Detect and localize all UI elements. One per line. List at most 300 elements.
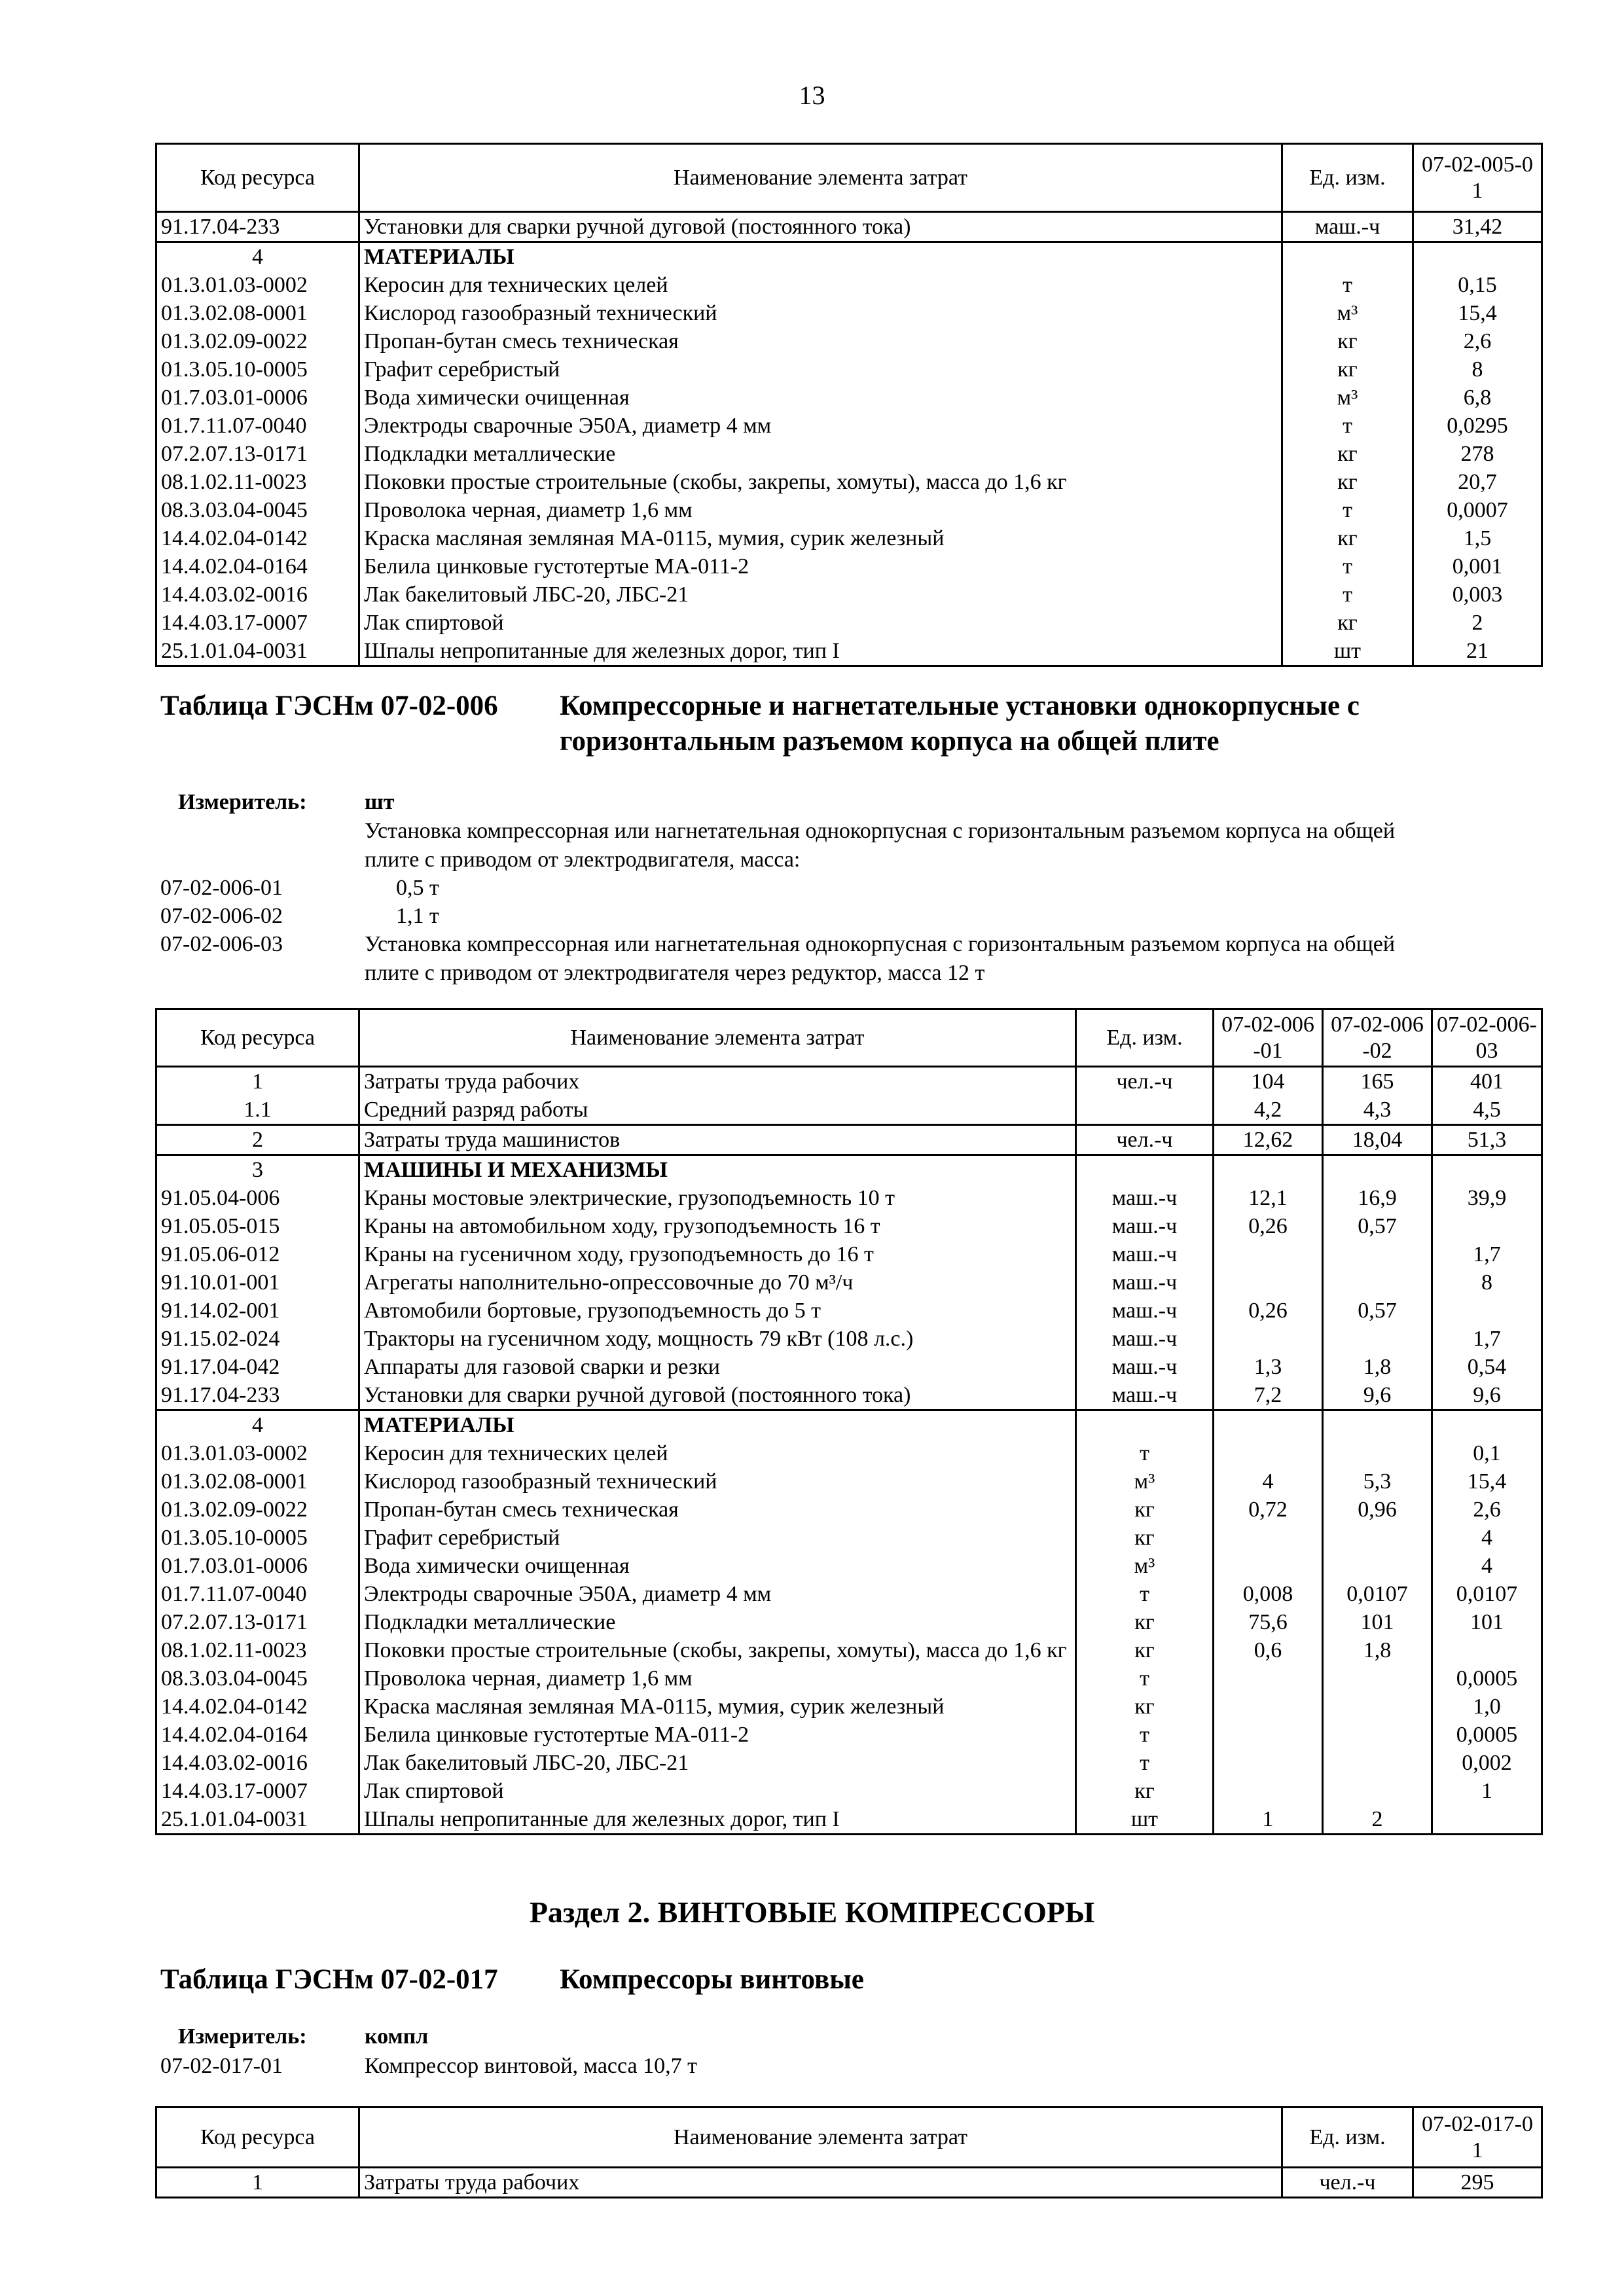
resource-value (1214, 1240, 1323, 1268)
resource-value (1323, 1524, 1432, 1552)
resource-unit: маш.-ч (1076, 1353, 1214, 1381)
item-code-2: 07-02-006-02 (160, 904, 283, 928)
table-row (156, 1212, 1542, 1240)
resource-unit: кг (1282, 355, 1413, 384)
resource-value (1323, 1693, 1432, 1721)
resource-value: 0,57 (1323, 1297, 1432, 1325)
table-caption-07-02-017 (160, 1962, 498, 1998)
resource-unit: т (1076, 1580, 1214, 1608)
table-row (156, 2168, 1542, 2198)
resource-code: 01.7.03.01-0006 (156, 1552, 359, 1580)
resource-value (1323, 1325, 1432, 1353)
resource-name: Установки для сварки ручной дуговой (постоянного тока) (359, 212, 1282, 242)
resource-value: 9,6 (1432, 1381, 1542, 1410)
resource-code: 01.7.03.01-0006 (156, 384, 359, 412)
resource-value (1413, 242, 1542, 272)
table-row (156, 327, 1542, 355)
resource-value: 0,0005 (1432, 1664, 1542, 1693)
resource-value: 1 (1214, 1805, 1323, 1835)
resource-code: 08.1.02.11-0023 (156, 468, 359, 496)
resource-value: 165 (1323, 1067, 1432, 1096)
measure-label: Измеритель: (178, 790, 307, 814)
resource-code: 91.05.05-015 (156, 1212, 359, 1240)
resource-value: 1,5 (1413, 524, 1542, 552)
resource-value: 295 (1413, 2168, 1542, 2198)
resource-value: 2,6 (1432, 1496, 1542, 1524)
resource-name: Краны на автомобильном ходу, грузоподъемность 16 т (359, 1212, 1076, 1240)
resource-code: 14.4.03.02-0016 (156, 1749, 359, 1777)
table-row (156, 1664, 1542, 1693)
resource-code: 91.15.02-024 (156, 1325, 359, 1353)
header-col-006-01: 07-02-006-01 (1214, 1009, 1323, 1067)
resource-code: 08.3.03.04-0045 (156, 496, 359, 524)
resource-unit: м³ (1076, 1552, 1214, 1580)
resource-name: Керосин для технических целей (359, 1439, 1076, 1467)
resource-value: 0,6 (1214, 1636, 1323, 1664)
resource-name: Пропан-бутан смесь техническая (359, 327, 1282, 355)
resource-unit: кг (1282, 524, 1413, 552)
table-row (156, 496, 1542, 524)
resource-unit: т (1076, 1721, 1214, 1749)
item-code-3: 07-02-006-03 (160, 932, 283, 956)
resource-value: 20,7 (1413, 468, 1542, 496)
resource-code: 01.3.01.03-0002 (156, 1439, 359, 1467)
resource-name: Электроды сварочные Э50А, диаметр 4 мм (359, 412, 1282, 440)
resource-name: Графит серебристый (359, 1524, 1076, 1552)
resource-value: 0,008 (1214, 1580, 1323, 1608)
resource-value: 8 (1413, 355, 1542, 384)
resource-value: 51,3 (1432, 1125, 1542, 1155)
resource-value: 401 (1432, 1067, 1542, 1096)
table-row (156, 1297, 1542, 1325)
resource-value: 12,1 (1214, 1184, 1323, 1212)
resource-value: 0,26 (1214, 1297, 1323, 1325)
resource-unit (1076, 1155, 1214, 1185)
resource-value (1323, 1410, 1432, 1440)
resource-value: 15,4 (1413, 299, 1542, 327)
resource-name: Лак бакелитовый ЛБС-20, ЛБС-21 (359, 581, 1282, 609)
resource-value: 0,0107 (1432, 1580, 1542, 1608)
resource-unit: маш.-ч (1076, 1297, 1214, 1325)
resource-value (1214, 1664, 1323, 1693)
resource-unit: маш.-ч (1076, 1184, 1214, 1212)
resource-code: 01.3.05.10-0005 (156, 1524, 359, 1552)
resource-code: 91.17.04-233 (156, 1381, 359, 1410)
table-row (156, 1325, 1542, 1353)
resource-value: 15,4 (1432, 1467, 1542, 1496)
resource-code: 01.3.02.09-0022 (156, 327, 359, 355)
resource-name: Белила цинковые густотертые МА-011-2 (359, 1721, 1076, 1749)
resource-value: 0,0007 (1413, 496, 1542, 524)
resource-value: 6,8 (1413, 384, 1542, 412)
resource-name: Затраты труда рабочих (359, 1067, 1076, 1096)
resource-unit: маш.-ч (1076, 1325, 1214, 1353)
table-row (156, 1268, 1542, 1297)
resource-value: 0,0295 (1413, 412, 1542, 440)
resource-value: 0,26 (1214, 1212, 1323, 1240)
header-code: Код ресурса (156, 144, 359, 212)
resource-name: Проволока черная, диаметр 1,6 мм (359, 496, 1282, 524)
resource-code: 01.7.11.07-0040 (156, 1580, 359, 1608)
resource-name: Лак спиртовой (359, 609, 1282, 637)
resource-unit: маш.-ч (1282, 212, 1413, 242)
resource-unit: кг (1076, 1777, 1214, 1805)
table-row (156, 1240, 1542, 1268)
resource-value: 12,62 (1214, 1125, 1323, 1155)
resource-unit: маш.-ч (1076, 1381, 1214, 1410)
item-text-2: 1,1 т (396, 904, 439, 928)
resource-value (1432, 1636, 1542, 1664)
table-row (156, 1693, 1542, 1721)
resource-unit: т (1282, 581, 1413, 609)
resource-code: 91.05.04-006 (156, 1184, 359, 1212)
resource-name: Средний разряд работы (359, 1096, 1076, 1125)
table-caption-title: Компрессоры винтовые (560, 1964, 864, 1995)
resource-code: 14.4.03.02-0016 (156, 581, 359, 609)
table-row (156, 1749, 1542, 1777)
resource-value: 278 (1413, 440, 1542, 468)
resource-unit: кг (1282, 440, 1413, 468)
resource-value: 4,3 (1323, 1096, 1432, 1125)
table-caption-line1: Компрессорные и нагнетательные установки однокорпусные с (560, 691, 1360, 721)
resource-unit: кг (1076, 1608, 1214, 1636)
resource-unit: чел.-ч (1076, 1125, 1214, 1155)
table-row (156, 1410, 1542, 1440)
resource-code: 2 (156, 1125, 359, 1155)
header-name: Наименование элемента затрат (359, 1009, 1076, 1067)
resource-value: 39,9 (1432, 1184, 1542, 1212)
resource-value (1323, 1664, 1432, 1693)
resource-name: Подкладки металлические (359, 1608, 1076, 1636)
resource-value: 1,0 (1432, 1693, 1542, 1721)
resource-name: Керосин для технических целей (359, 271, 1282, 299)
resource-value (1214, 1325, 1323, 1353)
resource-name: Графит серебристый (359, 355, 1282, 384)
resource-value: 4 (1214, 1467, 1323, 1496)
resource-name: Кислород газообразный технический (359, 299, 1282, 327)
resource-name: Краны на гусеничном ходу, грузоподъемность до 16 т (359, 1240, 1076, 1268)
table-caption-07-02-006 (160, 689, 498, 724)
resource-value: 1,8 (1323, 1353, 1432, 1381)
resource-name: Тракторы на гусеничном ходу, мощность 79 кВт (108 л.с.) (359, 1325, 1076, 1353)
resource-name: Установки для сварки ручной дуговой (постоянного тока) (359, 1381, 1076, 1410)
resource-unit: чел.-ч (1076, 1067, 1214, 1096)
resource-unit: маш.-ч (1076, 1268, 1214, 1297)
resource-value: 0,0005 (1432, 1721, 1542, 1749)
resource-value (1323, 1721, 1432, 1749)
resource-value: 4 (1432, 1524, 1542, 1552)
table-row (156, 468, 1542, 496)
table-caption-label: Таблица ГЭСНм 07-02-017 (160, 1964, 498, 1995)
table-row (156, 1552, 1542, 1580)
resource-value: 9,6 (1323, 1381, 1432, 1410)
resource-name: Краны мостовые электрические, грузоподъемность 10 т (359, 1184, 1076, 1212)
resource-value (1214, 1524, 1323, 1552)
description-1 (365, 817, 1395, 874)
table-row (156, 581, 1542, 609)
table-row (156, 242, 1542, 272)
resource-value (1323, 1268, 1432, 1297)
table-row (156, 1524, 1542, 1552)
table-row (156, 1155, 1542, 1185)
resource-value: 2 (1413, 609, 1542, 637)
resource-name: Краска масляная земляная МА-0115, мумия, сурик железный (359, 1693, 1076, 1721)
resource-unit (1076, 1410, 1214, 1440)
resource-name: Затраты труда рабочих (359, 2168, 1282, 2198)
resource-value: 101 (1323, 1608, 1432, 1636)
resource-value (1214, 1777, 1323, 1805)
resource-value (1432, 1155, 1542, 1185)
item-text-1: 0,5 т (396, 876, 439, 900)
item-text: Компрессор винтовой, масса 10,7 т (365, 2054, 697, 2078)
resource-unit: т (1282, 271, 1413, 299)
resource-value: 0,0107 (1323, 1580, 1432, 1608)
resource-unit: маш.-ч (1076, 1240, 1214, 1268)
resource-value (1323, 1439, 1432, 1467)
resource-code: 14.4.02.04-0164 (156, 1721, 359, 1749)
resource-code: 1 (156, 1067, 359, 1096)
table-row (156, 609, 1542, 637)
resource-value (1323, 1749, 1432, 1777)
resource-unit (1076, 1096, 1214, 1125)
resource-value (1214, 1439, 1323, 1467)
resource-code: 91.05.06-012 (156, 1240, 359, 1268)
header-col-006-03: 07-02-006-03 (1432, 1009, 1542, 1067)
resource-value: 7,2 (1214, 1381, 1323, 1410)
resource-value (1214, 1552, 1323, 1580)
description-2-line1: Установка компрессорная или нагнетательная однокорпусная с горизонтальным разъемом корпуса на общей (365, 932, 1396, 956)
table-row (156, 552, 1542, 581)
resource-value (1432, 1212, 1542, 1240)
resource-code: 01.3.01.03-0002 (156, 271, 359, 299)
resource-value (1214, 1410, 1323, 1440)
resource-value: 4,5 (1432, 1096, 1542, 1125)
resource-code: 14.4.02.04-0142 (156, 1693, 359, 1721)
header-col-005-01: 07-02-005-01 (1413, 144, 1542, 212)
header-name: Наименование элемента затрат (359, 2108, 1282, 2168)
table-row (156, 299, 1542, 327)
description-2 (365, 930, 1395, 988)
resource-table-07-02-005 (155, 143, 1543, 667)
table-row (156, 524, 1542, 552)
section-title: Раздел 2. ВИНТОВЫЕ КОМПРЕССОРЫ (529, 1895, 1095, 1929)
resource-value: 4 (1432, 1552, 1542, 1580)
measure-unit: шт (365, 790, 395, 814)
resource-name: Подкладки металлические (359, 440, 1282, 468)
resource-code: 07.2.07.13-0171 (156, 1608, 359, 1636)
table-row (156, 1353, 1542, 1381)
resource-name: Вода химически очищенная (359, 384, 1282, 412)
resource-value (1214, 1155, 1323, 1185)
resource-unit: м³ (1076, 1467, 1214, 1496)
resource-unit (1282, 242, 1413, 272)
resource-name: Агрегаты наполнительно-опрессовочные до 70 м³/ч (359, 1268, 1076, 1297)
resource-code: 1 (156, 2168, 359, 2198)
resource-code: 25.1.01.04-0031 (156, 637, 359, 666)
resource-value (1323, 1155, 1432, 1185)
table-row (156, 355, 1542, 384)
resource-name: Поковки простые строительные (скобы, закрепы, хомуты), масса до 1,6 кг (359, 468, 1282, 496)
header-code: Код ресурса (156, 2108, 359, 2168)
resource-value: 31,42 (1413, 212, 1542, 242)
table-row (156, 1184, 1542, 1212)
resource-value: 0,001 (1413, 552, 1542, 581)
resource-name: Кислород газообразный технический (359, 1467, 1076, 1496)
resource-code: 01.7.11.07-0040 (156, 412, 359, 440)
resource-unit: кг (1076, 1524, 1214, 1552)
description-2-line2: плите с приводом от электродвигателя через редуктор, масса 12 т (365, 961, 985, 985)
table-row (156, 1580, 1542, 1608)
table-caption-line2: горизонтальным разъемом корпуса на общей плите (560, 726, 1219, 757)
header-unit: Ед. изм. (1076, 1009, 1214, 1067)
resource-name: Краска масляная земляная МА-0115, мумия, сурик железный (359, 524, 1282, 552)
resource-unit: т (1076, 1664, 1214, 1693)
resource-value: 2,6 (1413, 327, 1542, 355)
resource-code: 14.4.03.17-0007 (156, 609, 359, 637)
resource-name: Затраты труда машинистов (359, 1125, 1076, 1155)
resource-code: 01.3.02.09-0022 (156, 1496, 359, 1524)
resource-unit: маш.-ч (1076, 1212, 1214, 1240)
resource-unit: кг (1076, 1496, 1214, 1524)
resource-value: 4,2 (1214, 1096, 1323, 1125)
resource-unit: кг (1076, 1636, 1214, 1664)
resource-value: 16,9 (1323, 1184, 1432, 1212)
resource-unit: кг (1282, 327, 1413, 355)
resource-value: 21 (1413, 637, 1542, 666)
resource-value: 8 (1432, 1268, 1542, 1297)
resource-name: Шпалы непропитанные для железных дорог, тип I (359, 1805, 1076, 1835)
resource-name: Пропан-бутан смесь техническая (359, 1496, 1076, 1524)
resource-code: 1.1 (156, 1096, 359, 1125)
header-col-006-02: 07-02-006-02 (1323, 1009, 1432, 1067)
table-row (156, 1096, 1542, 1125)
resource-value (1214, 1749, 1323, 1777)
header-unit: Ед. изм. (1282, 144, 1413, 212)
table-row (156, 1721, 1542, 1749)
table-row (156, 384, 1542, 412)
resource-value (1323, 1240, 1432, 1268)
resource-value: 0,54 (1432, 1353, 1542, 1381)
resource-value: 1,3 (1214, 1353, 1323, 1381)
table-row (156, 1636, 1542, 1664)
resource-code: 25.1.01.04-0031 (156, 1805, 359, 1835)
resource-name: МАШИНЫ И МЕХАНИЗМЫ (359, 1155, 1076, 1185)
resource-value: 2 (1323, 1805, 1432, 1835)
measure-label: Измеритель: (178, 2024, 307, 2049)
resource-name: Автомобили бортовые, грузоподъемность до 5 т (359, 1297, 1076, 1325)
table-row (156, 271, 1542, 299)
resource-unit: м³ (1282, 299, 1413, 327)
resource-unit: т (1076, 1749, 1214, 1777)
resource-value: 1 (1432, 1777, 1542, 1805)
resource-unit: кг (1282, 609, 1413, 637)
table-row (156, 637, 1542, 666)
resource-code: 01.3.02.08-0001 (156, 299, 359, 327)
resource-unit: т (1282, 412, 1413, 440)
resource-code: 08.1.02.11-0023 (156, 1636, 359, 1664)
resource-value: 0,96 (1323, 1496, 1432, 1524)
resource-unit: шт (1076, 1805, 1214, 1835)
header-name: Наименование элемента затрат (359, 144, 1282, 212)
resource-value: 104 (1214, 1067, 1323, 1096)
resource-value (1432, 1297, 1542, 1325)
resource-name: МАТЕРИАЛЫ (359, 242, 1282, 272)
resource-unit: кг (1282, 468, 1413, 496)
resource-value: 0,1 (1432, 1439, 1542, 1467)
resource-code: 14.4.03.17-0007 (156, 1777, 359, 1805)
header-col-017-01: 07-02-017-01 (1413, 2108, 1542, 2168)
resource-code: 08.3.03.04-0045 (156, 1664, 359, 1693)
table-row (156, 1439, 1542, 1467)
resource-table-07-02-006 (155, 1008, 1543, 1835)
resource-name: Лак спиртовой (359, 1777, 1076, 1805)
table-row (156, 440, 1542, 468)
resource-value: 0,72 (1214, 1496, 1323, 1524)
resource-value: 75,6 (1214, 1608, 1323, 1636)
resource-value: 0,003 (1413, 581, 1542, 609)
resource-value (1214, 1693, 1323, 1721)
resource-value: 101 (1432, 1608, 1542, 1636)
resource-code: 91.17.04-042 (156, 1353, 359, 1381)
description-1-line1: Установка компрессорная или нагнетательная однокорпусная с горизонтальным разъемом корпуса на общей (365, 819, 1396, 843)
resource-code: 07.2.07.13-0171 (156, 440, 359, 468)
resource-value: 0,15 (1413, 271, 1542, 299)
resource-unit: шт (1282, 637, 1413, 666)
table-caption-label: Таблица ГЭСНм 07-02-006 (160, 691, 498, 721)
resource-value (1323, 1777, 1432, 1805)
resource-name: МАТЕРИАЛЫ (359, 1410, 1076, 1440)
table-row (156, 1467, 1542, 1496)
resource-code: 14.4.02.04-0142 (156, 524, 359, 552)
resource-code: 3 (156, 1155, 359, 1185)
table-row (156, 1805, 1542, 1835)
resource-name: Шпалы непропитанные для железных дорог, тип I (359, 637, 1282, 666)
resource-value (1432, 1410, 1542, 1440)
resource-name: Лак бакелитовый ЛБС-20, ЛБС-21 (359, 1749, 1076, 1777)
table-row (156, 412, 1542, 440)
resource-unit: м³ (1282, 384, 1413, 412)
resource-value: 0,57 (1323, 1212, 1432, 1240)
table-row (156, 212, 1542, 242)
resource-unit: т (1282, 552, 1413, 581)
resource-value: 1,7 (1432, 1325, 1542, 1353)
resource-name: Аппараты для газовой сварки и резки (359, 1353, 1076, 1381)
resource-unit: кг (1076, 1693, 1214, 1721)
table-row (156, 1381, 1542, 1410)
resource-name: Белила цинковые густотертые МА-011-2 (359, 552, 1282, 581)
resource-value (1214, 1721, 1323, 1749)
header-unit: Ед. изм. (1282, 2108, 1413, 2168)
resource-code: 91.10.01-001 (156, 1268, 359, 1297)
resource-code: 01.3.05.10-0005 (156, 355, 359, 384)
resource-unit: т (1282, 496, 1413, 524)
table-row (156, 1777, 1542, 1805)
resource-name: Электроды сварочные Э50А, диаметр 4 мм (359, 1580, 1076, 1608)
item-code-1: 07-02-006-01 (160, 876, 283, 900)
resource-code: 4 (156, 1410, 359, 1440)
table-caption-title (560, 689, 1360, 759)
resource-code: 91.14.02-001 (156, 1297, 359, 1325)
resource-value (1432, 1805, 1542, 1835)
resource-code: 14.4.02.04-0164 (156, 552, 359, 581)
resource-name: Проволока черная, диаметр 1,6 мм (359, 1664, 1076, 1693)
resource-code: 4 (156, 242, 359, 272)
resource-value: 18,04 (1323, 1125, 1432, 1155)
resource-value: 1,7 (1432, 1240, 1542, 1268)
resource-value (1214, 1268, 1323, 1297)
item-code: 07-02-017-01 (160, 2054, 283, 2078)
resource-value: 5,3 (1323, 1467, 1432, 1496)
